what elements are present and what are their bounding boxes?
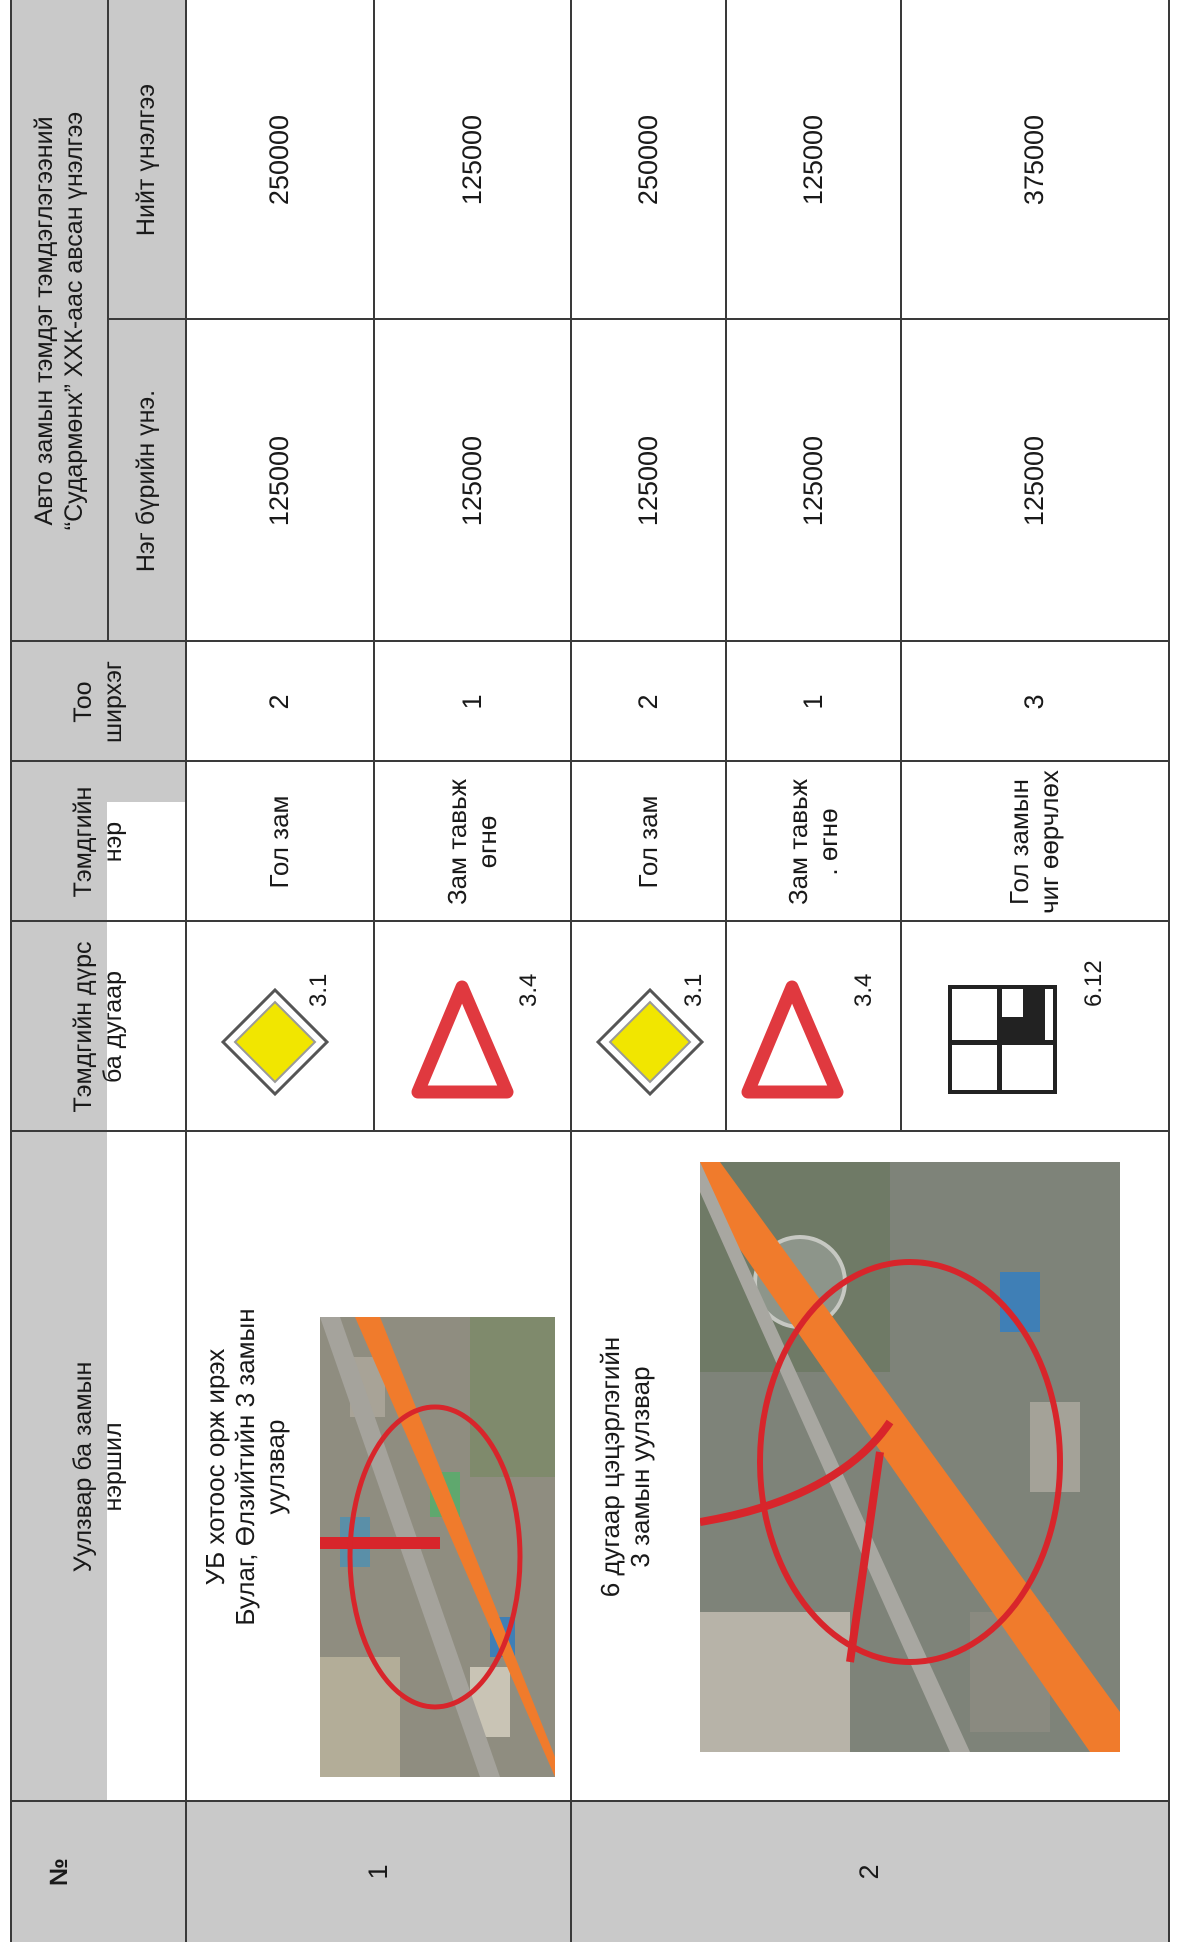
- group2-row1-unit-price: 125000: [632, 435, 663, 527]
- group2-row2-sign: [730, 977, 855, 1102]
- header-sign-name: Тэмдгийн нэр: [68, 786, 127, 898]
- group1-row2-total: 125000: [456, 114, 487, 206]
- group1-number: 1: [362, 1864, 393, 1880]
- group1-row1-sign-code: 3.1: [305, 973, 332, 1007]
- group2-row3-sign-name: Гол замын чиг өөрчлөх: [1004, 770, 1064, 914]
- group2-row2-qty: 1: [797, 694, 828, 710]
- group2-row1-total: 250000: [632, 114, 663, 206]
- header-quantity: Тоо ширхэг: [68, 660, 127, 744]
- group1-row1-unit-price: 125000: [264, 435, 294, 527]
- group2-row3-qty: 3: [1019, 694, 1049, 710]
- header-unit-price: Нэг бүрийн үнэ.: [132, 389, 160, 573]
- group2-row3-sign-code: 6.12: [1080, 960, 1107, 1007]
- header-sign-image: Тэмдгийн дүрс ба дугаар: [68, 941, 127, 1113]
- rule-top: [10, 0, 12, 1942]
- group2-number: 2: [854, 1864, 884, 1880]
- header-no: №: [44, 1858, 73, 1886]
- rule-col-loc: [10, 1130, 1170, 1132]
- group2-row1-sign-code: 3.1: [680, 973, 707, 1007]
- group2-row2-total: 125000: [797, 114, 828, 206]
- group2-row1-sign-name: Гол зам: [632, 795, 663, 889]
- group2-row2-sign-name: Зам тавьж . өгнө: [782, 778, 843, 906]
- group2-row2-sign-code: 3.4: [850, 973, 877, 1007]
- group1-row2-sign-code: 3.4: [515, 973, 542, 1007]
- group2-row1-qty: 2: [632, 694, 663, 710]
- group1-row2-unit-price: 125000: [456, 435, 487, 527]
- group1-aerial-map: [320, 1317, 555, 1777]
- group2-row3-sign: [945, 982, 1060, 1097]
- group2-row3-total: 375000: [1019, 114, 1049, 206]
- group1-row1-sign-name: Гол зам: [264, 795, 294, 889]
- header-total-price: Нийт үнэлгээ: [132, 83, 160, 237]
- group1-row2-sign: [400, 977, 525, 1102]
- group2-aerial-map: [700, 1162, 1120, 1752]
- group2-location-text: 6 дугаар цэцэрлэгийн 3 замын уулзвар: [595, 1336, 655, 1598]
- group1-row2-sign-name: Зам тавьж өгнө: [441, 778, 502, 906]
- group1-row1-qty: 2: [264, 694, 294, 710]
- rule-bottom: [1168, 0, 1170, 1942]
- group1-row2-qty: 1: [456, 694, 487, 710]
- header-price-group: Авто замын тэмдэг тэмдэглэгээний “Судармөнх” ХХК-аас авсан үнэлгээ: [29, 111, 88, 531]
- rule-price-split: [107, 0, 109, 642]
- group2-row3-unit-price: 125000: [1019, 435, 1049, 527]
- group2-row2-unit-price: 125000: [797, 435, 828, 527]
- header-intersection: Уулзвар ба замын нэршил: [68, 1361, 127, 1573]
- group1-row1-total: 250000: [264, 114, 294, 206]
- group1-location-text: УБ хотоос орж ирэх Булаг, Өлзийтийн 3 замын уулзвар: [200, 1308, 290, 1626]
